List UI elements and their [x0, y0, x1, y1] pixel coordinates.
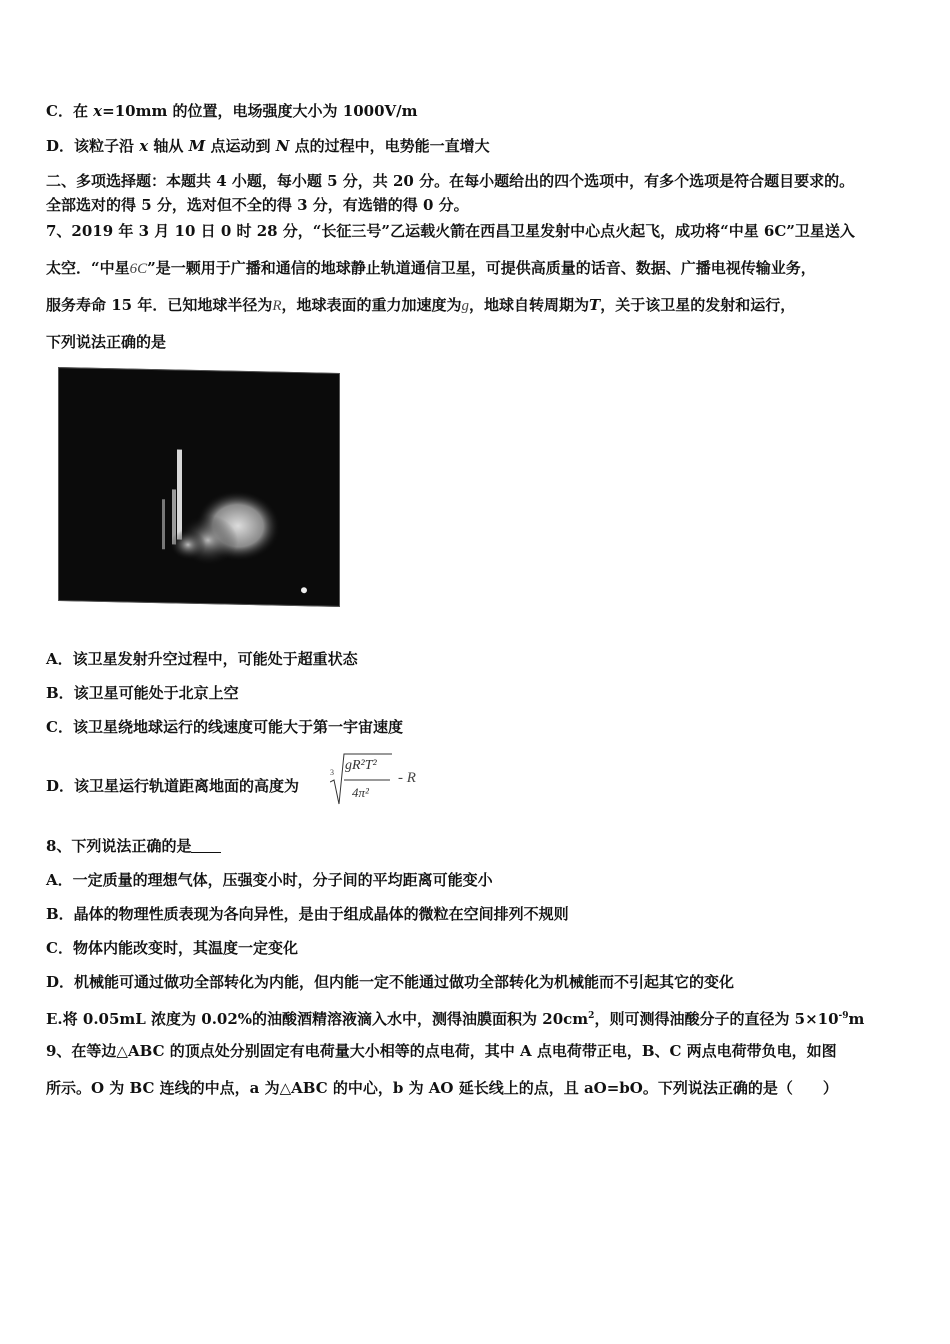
answer-blank	[191, 838, 221, 853]
rocket-launch-photo	[58, 367, 340, 607]
formula-tail: - R	[398, 770, 416, 786]
question-7-line-2: 太空．“中星6C”是一颗用于广播和通信的地球静止轨道通信卫星，可提供高质量的话音、数据、广播电视传输业务，	[46, 259, 816, 277]
q8-option-a: A．一定质量的理想气体，压强变小时，分子间的平均距离可能变小	[46, 871, 493, 889]
question-7-line-3: 服务寿命 15 年．已知地球半径为R，地球表面的重力加速度为g，地球自转周期为T，关于该卫星的发射和运行，	[46, 296, 796, 314]
question-9-line-1: 9、在等边△ABC 的顶点处分别固定有电荷量大小相等的点电荷，其中 A 点电荷带正电，B、C 两点电荷带负电，如图	[46, 1042, 837, 1060]
q8-option-c: C．物体内能改变时，其温度一定变化	[46, 939, 298, 957]
question-7-line-1: 7、2019 年 3 月 10 日 0 时 28 分，“长征三号”乙运载火箭在西昌卫星发射中心点火起飞，成功将“中星 6C”卫星送入	[46, 222, 855, 240]
q7-option-d: D．该卫星运行轨道距离地面的高度为	[46, 777, 300, 795]
q7-option-a: A．该卫星发射升空过程中，可能处于超重状态	[46, 650, 358, 668]
cube-root-formula	[330, 752, 430, 810]
option-c-prev: C．在 x=10mm 的位置，电场强度大小为 1000V/m	[46, 102, 418, 120]
section-2-heading-cont: 全部选对的得 5 分，选对但不全的得 3 分，有选错的得 0 分。	[46, 196, 469, 214]
q7-option-c: C．该卫星绕地球运行的线速度可能大于第一宇宙速度	[46, 718, 403, 736]
section-2-heading: 二、多项选择题：本题共 4 小题，每小题 5 分，共 20 分。在每小题给出的四个选项中，有多个选项是符合题目要求的。	[46, 172, 855, 190]
formula-denominator: 4π²	[352, 785, 369, 800]
q7-option-b: B．该卫星可能处于北京上空	[46, 684, 239, 702]
question-7-line-4: 下列说法正确的是	[46, 333, 167, 351]
q8-option-e: E.将 0.05mL 浓度为 0.02%的油酸酒精溶液滴入水中，测得油膜面积为 $20cm^2$，则可测得油酸分子的直径为 $5\times 10^{-9}m$	[46, 1010, 865, 1028]
q8-option-b: B．晶体的物理性质表现为各向异性，是由于组成晶体的微粒在空间排列不规则	[46, 905, 569, 923]
question-8: 8、下列说法正确的是	[46, 836, 221, 856]
formula-numerator: gR²T²	[345, 758, 377, 773]
option-d-prev: D．该粒子沿 x 轴从 M 点运动到 N 点的过程中，电势能一直增大	[46, 137, 490, 155]
q8-option-d: D．机械能可通过做功全部转化为内能，但内能一定不能通过做功全部转化为机械能而不引起其它的变化	[46, 973, 735, 991]
question-9-line-2: 所示。O 为 BC 连线的中点，a 为△ABC 的中心，b 为 AO 延长线上的点，且 aO=bO。下列说法正确的是（ ）	[46, 1079, 838, 1097]
root-index: 3	[330, 768, 334, 777]
